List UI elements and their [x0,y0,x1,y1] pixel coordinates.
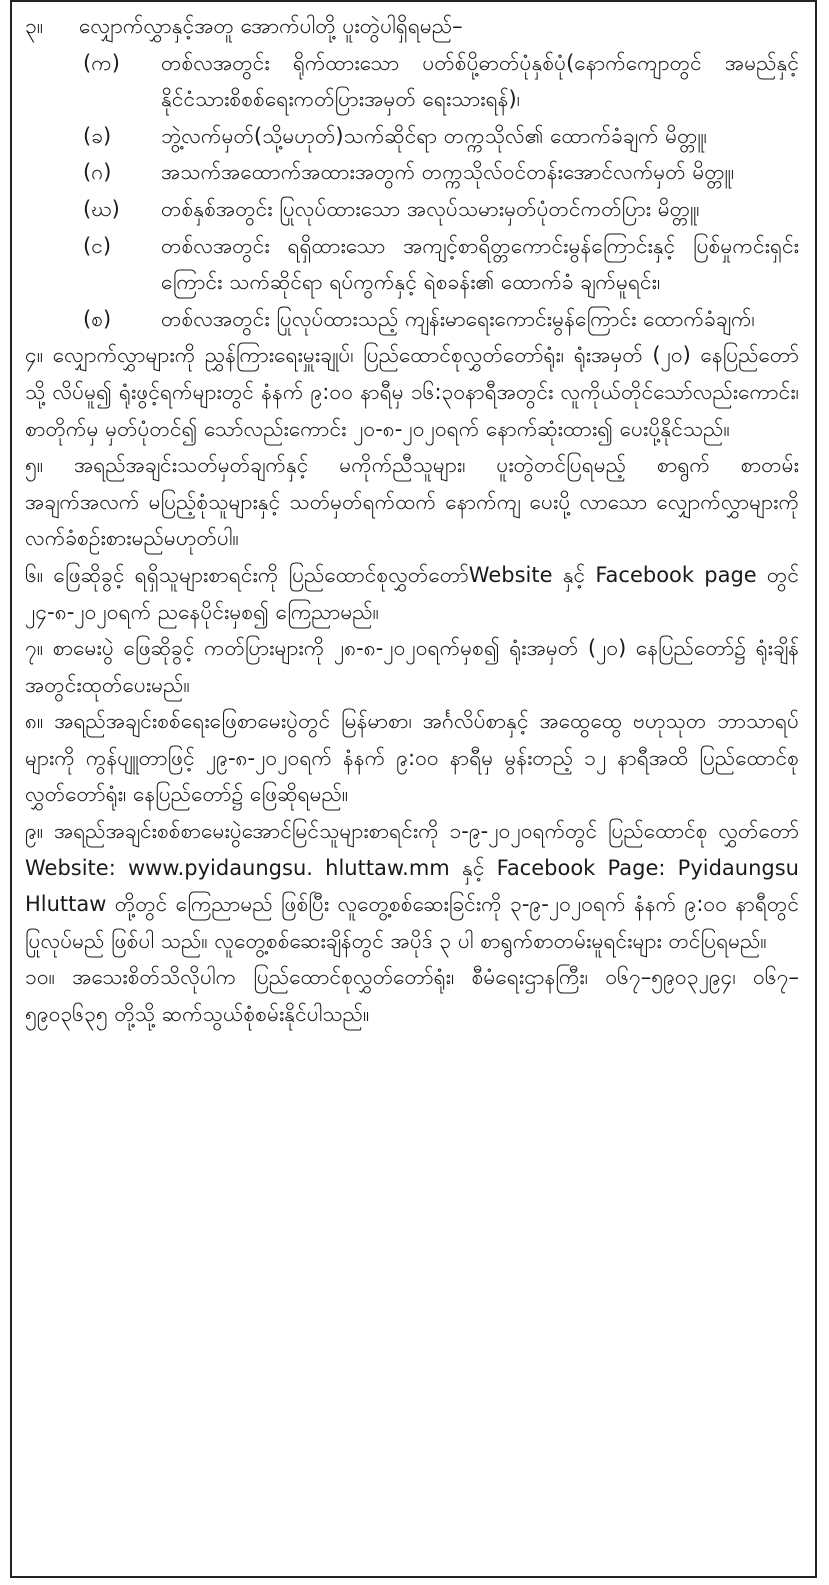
subitem-text: တစ်လအတွင်း ရိုက်ထားသော ပတ်စ်ပို့ဓာတ်ပုံနှစ်ပုံ(နောက်ကျောတွင် အမည်နှင့် နိုင်ငံသားစိစစ်ရေးကတ်ပြားအမှတ် ရေးသားရန်)၊ [161,50,799,112]
subitem-gha [25,191,799,228]
section-7: ၇။ စာမေးပွဲ ဖြေဆိုခွင့် ကတ်ပြားများကို ၂၈-၈-၂၀၂၀ရက်မှစ၍ ရုံးအမှတ် (၂၀) နေပြည်တော်၌ ရုံးချိန်အတွင်းထုတ်ပေးမည်။ [25,636,799,697]
subitem-sa [25,301,799,338]
subitem-label: (င) [83,233,112,258]
subitem-label: (ဂ) [83,160,112,185]
section-3-number: ၃။ [25,14,44,38]
section-4: ၄။ လျှောက်လွှာများကို ညွှန်ကြားရေးမှူးချုပ်၊ ပြည်ထောင်စုလွှတ်တော်ရုံး၊ ရုံးအမှတ် (၂၀) နေပြည်တော်သို့ လိပ်မူ၍ ရုံးဖွင့်ရက်များတွင် နံနက် ၉:၀၀ နာရီမှ ၁၆:၃၀နာရီအတွင်း လူကိုယ်တိုင်သော်လည်းကောင်း၊ စာတိုက်မှ မှတ်ပုံတင်၍ သော်လည်းကောင်း ၂၀-၈-၂၀၂၀ရက် နောက်ဆုံးထား၍ ပေးပို့နိုင်သည်။ [25,343,799,441]
subitem-label: (က) [83,50,120,75]
subitem-ga [25,154,799,191]
subitem-label: (စ) [83,306,112,331]
section-9: ၉။ အရည်အချင်းစစ်စာမေးပွဲအောင်မြင်သူများစာရင်းကို ၁-၉-၂၀၂၀ရက်တွင် ပြည်ထောင်စု လွှတ်တော် Website: www.pyidaungsu. hluttaw.mm နှင့် Facebook Page: Pyidaungsu Hluttaw တို့တွင် ကြေညာမည် ဖြစ်ပြီး လူတွေ့စစ်ဆေးခြင်းကို ၃-၉-၂၀၂၀ရက် နံနက် ၉:၀၀ နာရီတွင် ပြုလုပ်မည် ဖြစ်ပါ သည်။ လူတွေ့စစ်ဆေးချိန်တွင် အပိုဒ် ၃ ပါ စာရွက်စာတမ်းမူရင်းများ တင်ပြရမည်။ [25,819,799,953]
section-8: ၈။ အရည်အချင်းစစ်ရေးဖြေစာမေးပွဲတွင် မြန်မာစာ၊ အင်္ဂလိပ်စာနှင့် အထွေထွေ ဗဟုသုတ ဘာသာရပ်များကို ကွန်ပျူတာဖြင့် ၂၉-၈-၂၀၂၀ရက် နံနက် ၉:၀၀ နာရီမှ မွန်းတည့် ၁၂ နာရီအထိ ပြည်ထောင်စုလွှတ်တော်ရုံး၊ နေပြည်တော်၌ ဖြေဆိုရမည်။ [25,709,799,807]
subitem-label: (ဃ) [83,196,120,221]
section-6: ၆။ ဖြေဆိုခွင့် ရရှိသူများစာရင်းကို ပြည်ထောင်စုလွှတ်တော်Website နှင့် Facebook page တွင် ၂၄-၈-၂၀၂၀ရက် ညနေပိုင်းမှစ၍ ကြေညာမည်။ [25,562,799,624]
section-3-heading: လျှောက်လွှာနှင့်အတူ အောက်ပါတို့ ပူးတွဲပါရှိရမည်– [79,14,463,38]
subitem-text: တစ်လအတွင်း ပြုလုပ်ထားသည့် ကျန်းမာရေးကောင်းမွန်ကြောင်း ထောက်ခံချက်၊ [161,306,755,331]
subitem-text: ဘွဲ့လက်မှတ်(သို့မဟုတ်)သက်ဆိုင်ရာ တက္ကသိုလ်၏ ထောက်ခံချက် မိတ္တူ၊ [161,123,707,148]
subitem-ka [25,45,799,118]
notice-frame [10,0,817,1578]
section-10: ၁၀။ အသေးစိတ်သိလိုပါက ပြည်ထောင်စုလွှတ်တော်ရုံး၊ စီမံရေးဌာနကြီး၊ ၀၆၇–၅၉၀၃၂၉၄၊ ၀၆၇–၅၉၀၃၆၃၅ တို့သို့ ဆက်သွယ်စုံစမ်းနိုင်ပါသည်။ [25,965,799,1027]
subitem-label: (ခ) [83,123,112,148]
subitem-kha [25,118,799,155]
section-3 [25,8,799,45]
subitem-text: တစ်နှစ်အတွင်း ပြုလုပ်ထားသော အလုပ်သမားမှတ်ပုံတင်ကတ်ပြား မိတ္တူ၊ [161,196,700,221]
subitem-text: အသက်အထောက်အထားအတွက် တက္ကသိုလ်ဝင်တန်းအောင်လက်မှတ် မိတ္တူ၊ [161,160,735,185]
subitem-text: တစ်လအတွင်း ရရှိထားသော အကျင့်စာရိတ္တကောင်းမွန်ကြောင်းနှင့် ပြစ်မှုကင်းရှင်းကြောင်း သက်ဆိုင်ရာ ရပ်ကွက်နှင့် ရဲစခန်း၏ ထောက်ခံ ချက်မူရင်း၊ [161,233,799,295]
subitem-nga [25,228,799,301]
section-5: ၅။ အရည်အချင်းသတ်မှတ်ချက်နှင့် မကိုက်ညီသူများ၊ ပူးတွဲတင်ပြရမည့် စာရွက် စာတမ်း အချက်အလက် မပြည့်စုံသူများနှင့် သတ်မှတ်ရက်ထက် နောက်ကျ ပေးပို့ လာသော လျှောက်လွှာများကို လက်ခံစဉ်းစားမည်မဟုတ်ပါ။ [25,453,799,551]
notice-body [25,8,799,1033]
